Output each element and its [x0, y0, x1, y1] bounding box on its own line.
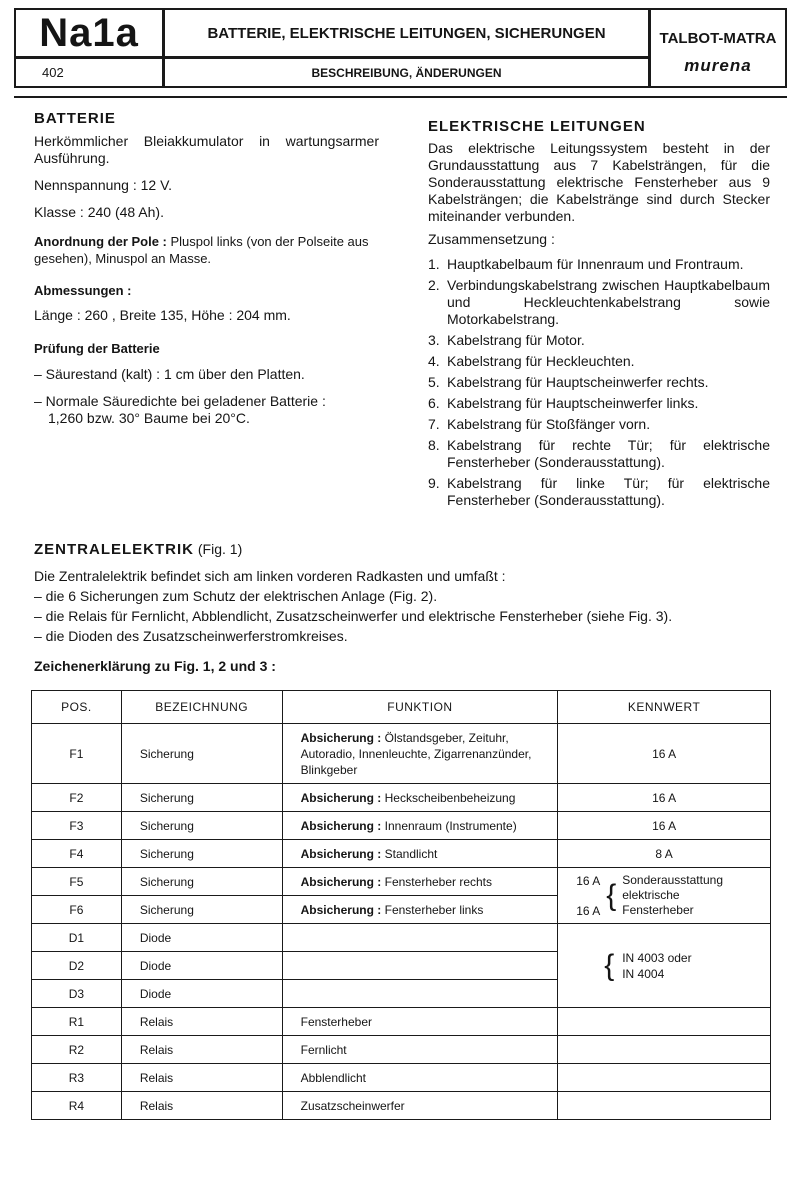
table-cell: Abblendlicht	[282, 1064, 558, 1092]
document-code: Na1a	[14, 8, 164, 58]
table-cell: Diode	[121, 924, 282, 952]
legend-heading: Zeichenerklärung zu Fig. 1, 2 und 3 :	[34, 658, 276, 674]
table-cell: R1	[32, 1008, 122, 1036]
table-cell: Sicherung	[121, 868, 282, 896]
brace-icon: {	[604, 948, 615, 982]
table-row	[32, 1064, 771, 1092]
table-cell: Relais	[121, 1092, 282, 1120]
table-cell	[558, 1036, 771, 1064]
table-header-row	[32, 691, 771, 724]
table-cell: Absicherung : Fensterheber links	[282, 896, 558, 924]
list-item: 9. Kabelstrang für linke Tür; für elektrische Fensterheber (Sonderausstattung).	[428, 475, 770, 508]
table-cell: D3	[32, 980, 122, 1008]
list-item: 3. Kabelstrang für Motor.	[428, 332, 585, 348]
table-cell: 16 A	[558, 724, 771, 784]
table-row	[32, 868, 771, 896]
table-cell: Sicherung	[121, 784, 282, 812]
brace-icon: {	[606, 878, 617, 912]
table-cell	[282, 980, 558, 1008]
zentral-line-4: – die Dioden des Zusatzscheinwerferstromkreises.	[34, 628, 348, 644]
table-cell: R3	[32, 1064, 122, 1092]
table-cell: Absicherung : Fensterheber rechts	[282, 868, 558, 896]
table-cell	[282, 952, 558, 980]
abmessungen-text: Länge : 260 , Breite 135, Höhe : 204 mm.	[34, 307, 291, 323]
brand-name: TALBOT-MATRA	[659, 30, 777, 47]
table-cell: Sicherung	[121, 896, 282, 924]
table-cell: Relais	[121, 1036, 282, 1064]
table-cell: D2	[32, 952, 122, 980]
zentral-line-3: – die Relais für Fernlicht, Abblendlicht, Zusatzscheinwerfer und elektrische Fensterheber (siehe Fig. 3).	[34, 608, 673, 624]
table-cell: 16 A	[558, 812, 771, 840]
zentral-line-1: Die Zentralelektrik befindet sich am linken vorderen Radkasten und umfaßt :	[34, 568, 506, 584]
table-cell: 16 A	[558, 784, 771, 812]
leitungen-heading: ELEKTRISCHE LEITUNGEN	[428, 118, 646, 135]
batterie-description: Herkömmlicher Bleiakkumulator in wartungsarmer Ausführung.	[34, 133, 379, 166]
f5-f6-kennwert: 16 A 16 A { Sonderausstattung elektrische Fensterheber	[558, 868, 771, 924]
col-pos: POS.	[32, 691, 122, 724]
table-cell: Fernlicht	[282, 1036, 558, 1064]
table-cell: 8 A	[558, 840, 771, 868]
table-row	[32, 1008, 771, 1036]
list-item: 4. Kabelstrang für Heckleuchten.	[428, 353, 635, 369]
table-cell: Absicherung : Heckscheibenbeheizung	[282, 784, 558, 812]
table-cell: Fensterheber	[282, 1008, 558, 1036]
pruefung-item-2b: 1,260 bzw. 30° Baume bei 20°C.	[48, 410, 250, 426]
table-cell: F4	[32, 840, 122, 868]
table-row	[32, 784, 771, 812]
table-cell: Sicherung	[121, 724, 282, 784]
diode-kennwert: { IN 4003 oder IN 4004	[558, 924, 771, 1008]
table-row	[32, 1036, 771, 1064]
brand-box	[649, 8, 787, 88]
model-logo: murena	[684, 56, 752, 75]
table-cell: Relais	[121, 1064, 282, 1092]
col-bezeichnung: BEZEICHNUNG	[121, 691, 282, 724]
table-row	[32, 840, 771, 868]
list-item: 6. Kabelstrang für Hauptscheinwerfer links.	[428, 395, 699, 411]
legend-table	[31, 690, 771, 1120]
list-item: 1. Hauptkabelbaum für Innenraum und Frontraum.	[428, 256, 744, 272]
table-cell: Zusatzscheinwerfer	[282, 1092, 558, 1120]
table-cell	[558, 1064, 771, 1092]
table-row	[32, 724, 771, 784]
table-row	[32, 924, 771, 952]
nennspannung: Nennspannung : 12 V.	[34, 177, 173, 193]
col-kennwert: KENNWERT	[558, 691, 771, 724]
list-item: 5. Kabelstrang für Hauptscheinwerfer rechts.	[428, 374, 709, 390]
table-cell: F5	[32, 868, 122, 896]
table-cell: Relais	[121, 1008, 282, 1036]
leitungen-description: Das elektrische Leitungssystem besteht in der Grundausstattung aus 7 Kabelsträngen, für die Sonderausstattung elektrische Fensterheber aus 9 Kabelsträngen; die Kabelstränge sind durch Stecker miteinander verbunden.	[428, 140, 770, 224]
table-cell	[282, 924, 558, 952]
zusammensetzung-label: Zusammensetzung :	[428, 231, 555, 247]
document-subtitle: BESCHREIBUNG, ÄNDERUNGEN	[163, 57, 650, 88]
klasse: Klasse : 240 (48 Ah).	[34, 204, 164, 220]
pruefung-item-2a: – Normale Säuredichte bei geladener Batterie :	[34, 393, 326, 409]
table-cell: Sicherung	[121, 840, 282, 868]
table-cell: Absicherung : Standlicht	[282, 840, 558, 868]
zentral-line-2: – die 6 Sicherungen zum Schutz der elektrischen Anlage (Fig. 2).	[34, 588, 438, 604]
table-cell: D1	[32, 924, 122, 952]
table-cell: R4	[32, 1092, 122, 1120]
list-item: 7. Kabelstrang für Stoßfänger vorn.	[428, 416, 651, 432]
table-cell: F3	[32, 812, 122, 840]
table-cell	[558, 1092, 771, 1120]
table-cell: F6	[32, 896, 122, 924]
table-cell: Diode	[121, 952, 282, 980]
abmessungen-label: Abmessungen :	[34, 283, 132, 298]
table-cell	[558, 1008, 771, 1036]
pole-label: Anordnung der Pole :	[34, 234, 167, 249]
leitungen-section	[428, 118, 770, 513]
document-title: BATTERIE, ELEKTRISCHE LEITUNGEN, SICHERUNGEN	[163, 8, 650, 58]
table-cell: R2	[32, 1036, 122, 1064]
table-cell: F2	[32, 784, 122, 812]
table-cell: Absicherung : Ölstandsgeber, Zeituhr, Autoradio, Innenleuchte, Zigarrenanzünder, Blinkgeber	[282, 724, 558, 784]
table-cell: Absicherung : Innenraum (Instrumente)	[282, 812, 558, 840]
batterie-heading: BATTERIE	[34, 110, 116, 127]
col-funktion: FUNKTION	[282, 691, 558, 724]
table-cell: Sicherung	[121, 812, 282, 840]
list-item: 2. Verbindungskabelstrang zwischen Hauptkabelbaum und Heckleuchtenkabelstrang sowie Motorkabelstrang.	[428, 277, 770, 327]
table-row	[32, 812, 771, 840]
table-row	[32, 1092, 771, 1120]
pruefung-item-1: – Säurestand (kalt) : 1 cm über den Platten.	[34, 366, 305, 382]
kabelstrang-list	[428, 256, 770, 509]
pole-text: Anordnung der Pole : Pluspol links (von der Polseite aus gesehen), Minuspol an Masse.	[34, 234, 369, 266]
zentral-heading: ZENTRALELEKTRIK (Fig. 1)	[34, 541, 243, 558]
list-item: 8. Kabelstrang für rechte Tür; für elektrische Fensterheber (Sonderausstattung).	[428, 437, 770, 470]
table-cell: F1	[32, 724, 122, 784]
page-number: 402	[14, 57, 164, 88]
header-rule	[14, 96, 787, 98]
batterie-section	[34, 110, 379, 427]
zentral-section	[34, 541, 774, 674]
pruefung-label: Prüfung der Batterie	[34, 341, 160, 356]
table-cell: Diode	[121, 980, 282, 1008]
